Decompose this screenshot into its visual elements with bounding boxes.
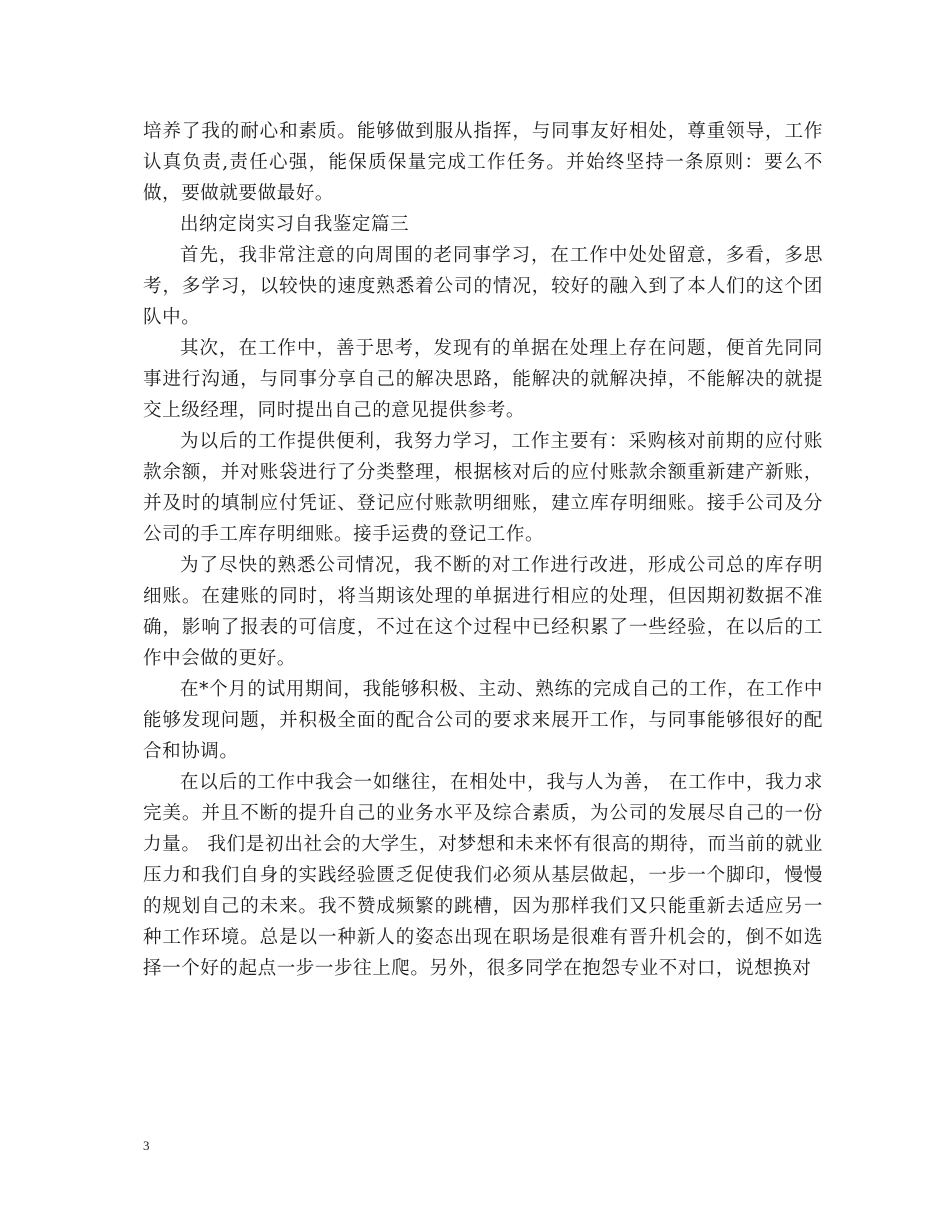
paragraph: 首先，我非常注意的向周围的老同事学习，在工作中处处留意，多看，多思考，多学习，以较快的速度熟悉着公司的情况，较好的融入到了本人们的这个团队中。	[143, 245, 823, 328]
section-heading: 出纳定岗实习自我鉴定篇三	[180, 214, 410, 235]
paragraph: 在*个月的试用期间，我能够积极、主动、熟练的完成自己的工作，在工作中能够发现问题，并积极全面的配合公司的要求来展开工作，与同事能够很好的配合和协调。	[143, 679, 823, 762]
document-body	[143, 116, 823, 984]
paragraph: 其次，在工作中，善于思考，发现有的单据在处理上存在问题，便首先同同事进行沟通，与同事分享自己的解决思路，能解决的就解决掉，不能解决的就提交上级经理，同时提出自己的意见提供参考。	[143, 338, 823, 421]
page-number: 3	[143, 1138, 150, 1153]
paragraph: 为以后的工作提供便利，我努力学习，工作主要有：采购核对前期的应付账款余额，并对账袋进行了分类整理，根据核对后的应付账款余额重新建产新账，并及时的填制应付凭证、登记应付账款明细账，建立库存明细账。接手公司及分公司的手工库存明细账。接手运费的登记工作。	[143, 431, 823, 545]
paragraph: 在以后的工作中我会一如继往，在相处中，我与人为善， 在工作中，我力求完美。并且不断的提升自己的业务水平及综合素质，为公司的发展尽自己的一份力量。 我们是初出社会的大学生，对梦想和未来怀有很高的期待，而当前的就业压力和我们自身的实践经验匮乏促使我们必须从基层做起，一步一个脚印，慢慢的规划自己的未来。我不赞成频繁的跳槽，因为那样我们又只能重新去适应另一种工作环境。总是以一种新人的姿态出现在职场是很难有晋升机会的，倒不如选择一个好的起点一步一步往上爬。另外，很多同学在抱怨专业不对口，说想换对	[143, 772, 823, 979]
paragraph-continuation: 培养了我的耐心和素质。能够做到服从指挥，与同事友好相处，尊重领导，工作认真负责,责任心强，能保质保量完成工作任务。并始终坚持一条原则：要么不做，要做就要做最好。	[143, 121, 823, 204]
paragraph: 为了尽快的熟悉公司情况，我不断的对工作进行改进，形成公司总的库存明细账。在建账的同时，将当期该处理的单据进行相应的处理，但因期初数据不准确，影响了报表的可信度，不过在这个过程中已经积累了一些经验，在以后的工作中会做的更好。	[143, 555, 823, 669]
